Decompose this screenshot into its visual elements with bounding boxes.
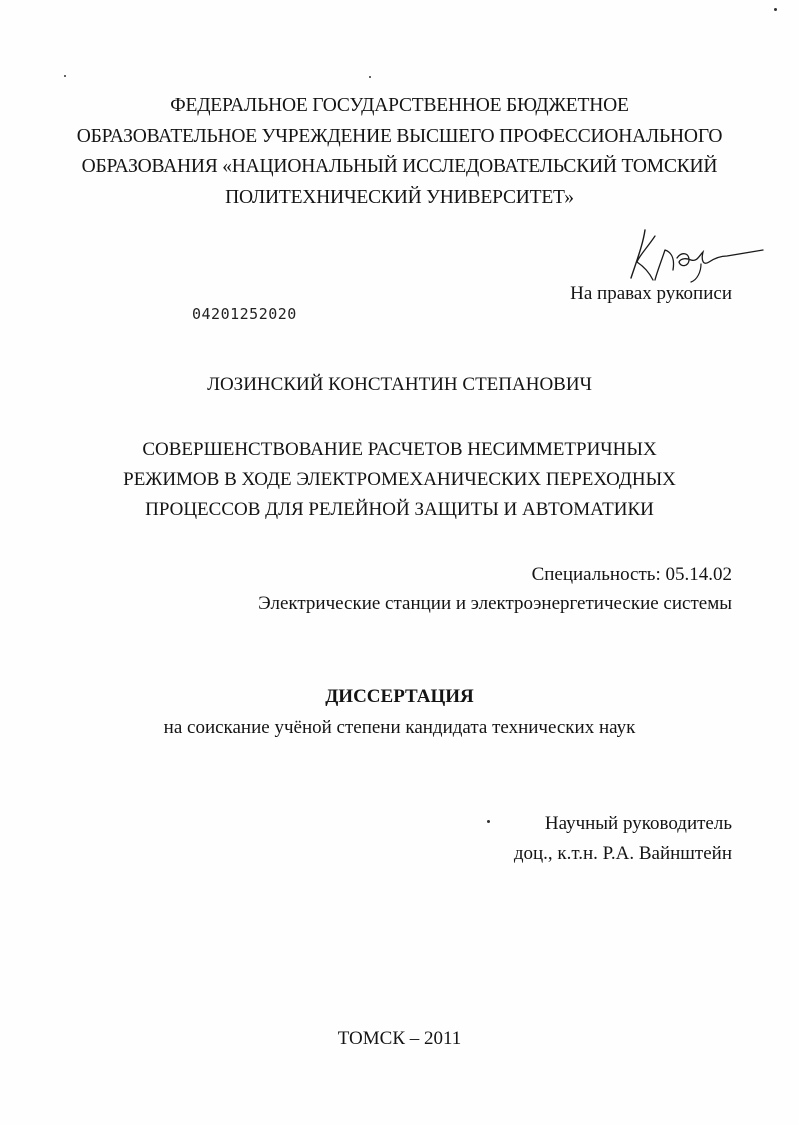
title-line-2: РЕЖИМОВ В ХОДЕ ЭЛЕКТРОМЕХАНИЧЕСКИХ ПЕРЕХОДНЫХ [123, 469, 676, 490]
org-line-4: ПОЛИТЕХНИЧЕСКИЙ УНИВЕРСИТЕТ» [225, 187, 574, 208]
document-type: ДИССЕРТАЦИЯ [325, 686, 474, 707]
title-line-1: СОВЕРШЕНСТВОВАНИЕ РАСЧЕТОВ НЕСИММЕТРИЧНЫХ [142, 439, 657, 460]
scan-speck [774, 8, 777, 11]
org-line-3: ОБРАЗОВАНИЯ «НАЦИОНАЛЬНЫЙ ИССЛЕДОВАТЕЛЬСКИЙ ТОМСКИЙ [81, 156, 718, 177]
degree-line: на соискание учёной степени кандидата технических наук [163, 717, 636, 738]
scan-speck [369, 76, 371, 78]
specialty-code: Специальность: 05.14.02 [531, 564, 732, 585]
scan-speck [487, 820, 490, 823]
advisor-name: доц., к.т.н. Р.А. Вайнштейн [513, 843, 732, 864]
scan-speck [64, 75, 66, 77]
registry-code: 04201252020 [192, 305, 297, 323]
org-line-1: ФЕДЕРАЛЬНОЕ ГОСУДАРСТВЕННОЕ БЮДЖЕТНОЕ [170, 95, 629, 116]
org-line-2: ОБРАЗОВАТЕЛЬНОЕ УЧРЕЖДЕНИЕ ВЫСШЕГО ПРОФЕССИОНАЛЬНОГО [76, 126, 723, 147]
specialty-name: Электрические станции и электроэнергетические системы [258, 593, 732, 614]
title-line-3: ПРОЦЕССОВ ДЛЯ РЕЛЕЙНОЙ ЗАЩИТЫ И АВТОМАТИКИ [145, 499, 654, 520]
signature-icon [625, 222, 765, 284]
author-name: ЛОЗИНСКИЙ КОНСТАНТИН СТЕПАНОВИЧ [207, 374, 592, 395]
city-year: ТОМСК – 2011 [337, 1028, 462, 1049]
rights-note: На правах рукописи [570, 283, 732, 304]
advisor-role: Научный руководитель [544, 813, 732, 834]
